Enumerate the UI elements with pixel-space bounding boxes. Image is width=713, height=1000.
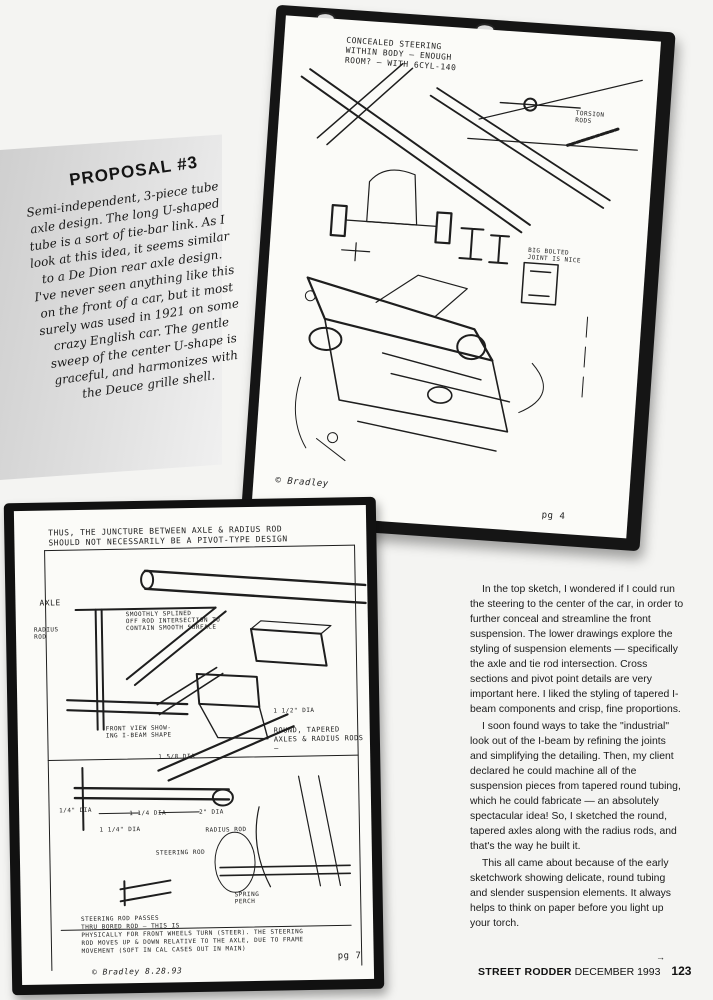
dimension-label: 2" DIA (199, 808, 224, 816)
suspension-sketch-top (251, 15, 661, 538)
issue-date: DECEMBER 1993 (574, 966, 661, 978)
sketch-page-top (251, 15, 661, 538)
sketch-note: STEERING ROD (155, 848, 206, 857)
sketch-note: TORSION RODS (575, 109, 605, 125)
continued-arrow-icon: → (656, 952, 665, 962)
sketch-note: SMOOTHLY SPLINED OFF ROD INTERSECTION TO CONTAIN SMOOTH SURFACE (125, 610, 221, 633)
magazine-name: STREET RODDER (478, 966, 572, 978)
sketch-page-number: pg 7 (337, 951, 362, 962)
artist-signature: © Bradley 8.28.93 (91, 966, 183, 977)
sketch-note: RADIUS ROD (205, 826, 247, 834)
page-number: 123 (671, 964, 692, 978)
proposal-text-block (16, 149, 251, 407)
sketch-page-bottom (14, 505, 374, 985)
dimension-label: 1 1/2" DIA (273, 706, 315, 715)
sketch-note: THUS, THE JUNCTURE BETWEEN AXLE & RADIUS ROD SHOULD NOT NECESSARILY BE A PIVOT-TYPE DESIGN (48, 524, 288, 548)
dimension-label: 1 5/8 DIA (158, 752, 196, 761)
sketchbook-bottom (4, 497, 385, 995)
page-footer (478, 964, 692, 978)
sketch-note: AXLE (39, 598, 61, 608)
sketch-note: BIG BOLTED JOINT IS NICE (527, 246, 582, 265)
proposal-title: PROPOSAL #3 (68, 152, 200, 190)
dimension-label: 1 1/4 DIA (129, 809, 167, 818)
sketch-note: STEERING ROD PASSES THRU BORED ROD — THIS IS PHYSICALLY FOR FRONT WHEELS TURN (STEER). THE STEERING ROD MOVES UP & DOWN RELATIVE TO THE AXLE, DUE TO FRAME MOVEMENT (SOFT IN CAL CASES OUT IN MAIN) (80, 914, 304, 955)
sketch-page-number: pg 4 (541, 510, 566, 523)
sketchbook-top (240, 5, 675, 552)
dimension-label: 1/4" DIA (59, 806, 93, 815)
sketch-note: ROUND, TAPERED AXLES & RADIUS RODS — (273, 725, 364, 753)
sketch-note: CONCEALED STEERING WITHIN BODY — ENOUGH ROOM? — WITH 6CYL-140 (344, 35, 457, 73)
sketch-note: SPRING PERCH (234, 890, 260, 906)
dimension-label: 1 1/4" DIA (99, 825, 141, 834)
article-column (470, 582, 685, 933)
article-paragraph: This all came about because of the early sketchwork showing delicate, round tubing and slender suspension elements. It always helps to think on paper before you light up your torch. (470, 858, 671, 929)
sketch-note: FRONT VIEW SHOW- ING I-BEAM SHAPE (105, 724, 172, 740)
sketch-note: RADIUS ROD (33, 626, 59, 641)
article-paragraph: I soon found ways to take the "industrial" look out of the I-beam by refining the joints and simplifying the detailing. Then, my client declared he could machine all of the suspension pieces from tapered round tubing, which he could fabricate — an absolutely spectacular idea! So, I sketched the round, tapered axles along with the radius rods, and that's the way he built it. (470, 721, 681, 852)
proposal-body: Semi-independent, 3-piece tube axle design. The long U-shaped tube is a sort of tie-bar link. As I look at this idea, it seems similar to a De Dion rear axle design. I've never seen anything like this on the front of a car, but it most surely was used in 1921 on some crazy English car. The gentle sweep of the center U-shape is graceful, and harmonizes with the Deuce grille shell. (25, 178, 240, 401)
artist-signature: © Bradley (275, 475, 329, 490)
article-paragraph: In the top sketch, I wondered if I could run the steering to the center of the car, in order to further conceal and streamline the front suspension. The lower drawings explore the styling of suspension elements — specifically the axle and tie rod intersection. Cross sections and pivot point details are very important here. I liked the styling of tapered I-beam components and crisp, fine proportions. (470, 584, 684, 715)
